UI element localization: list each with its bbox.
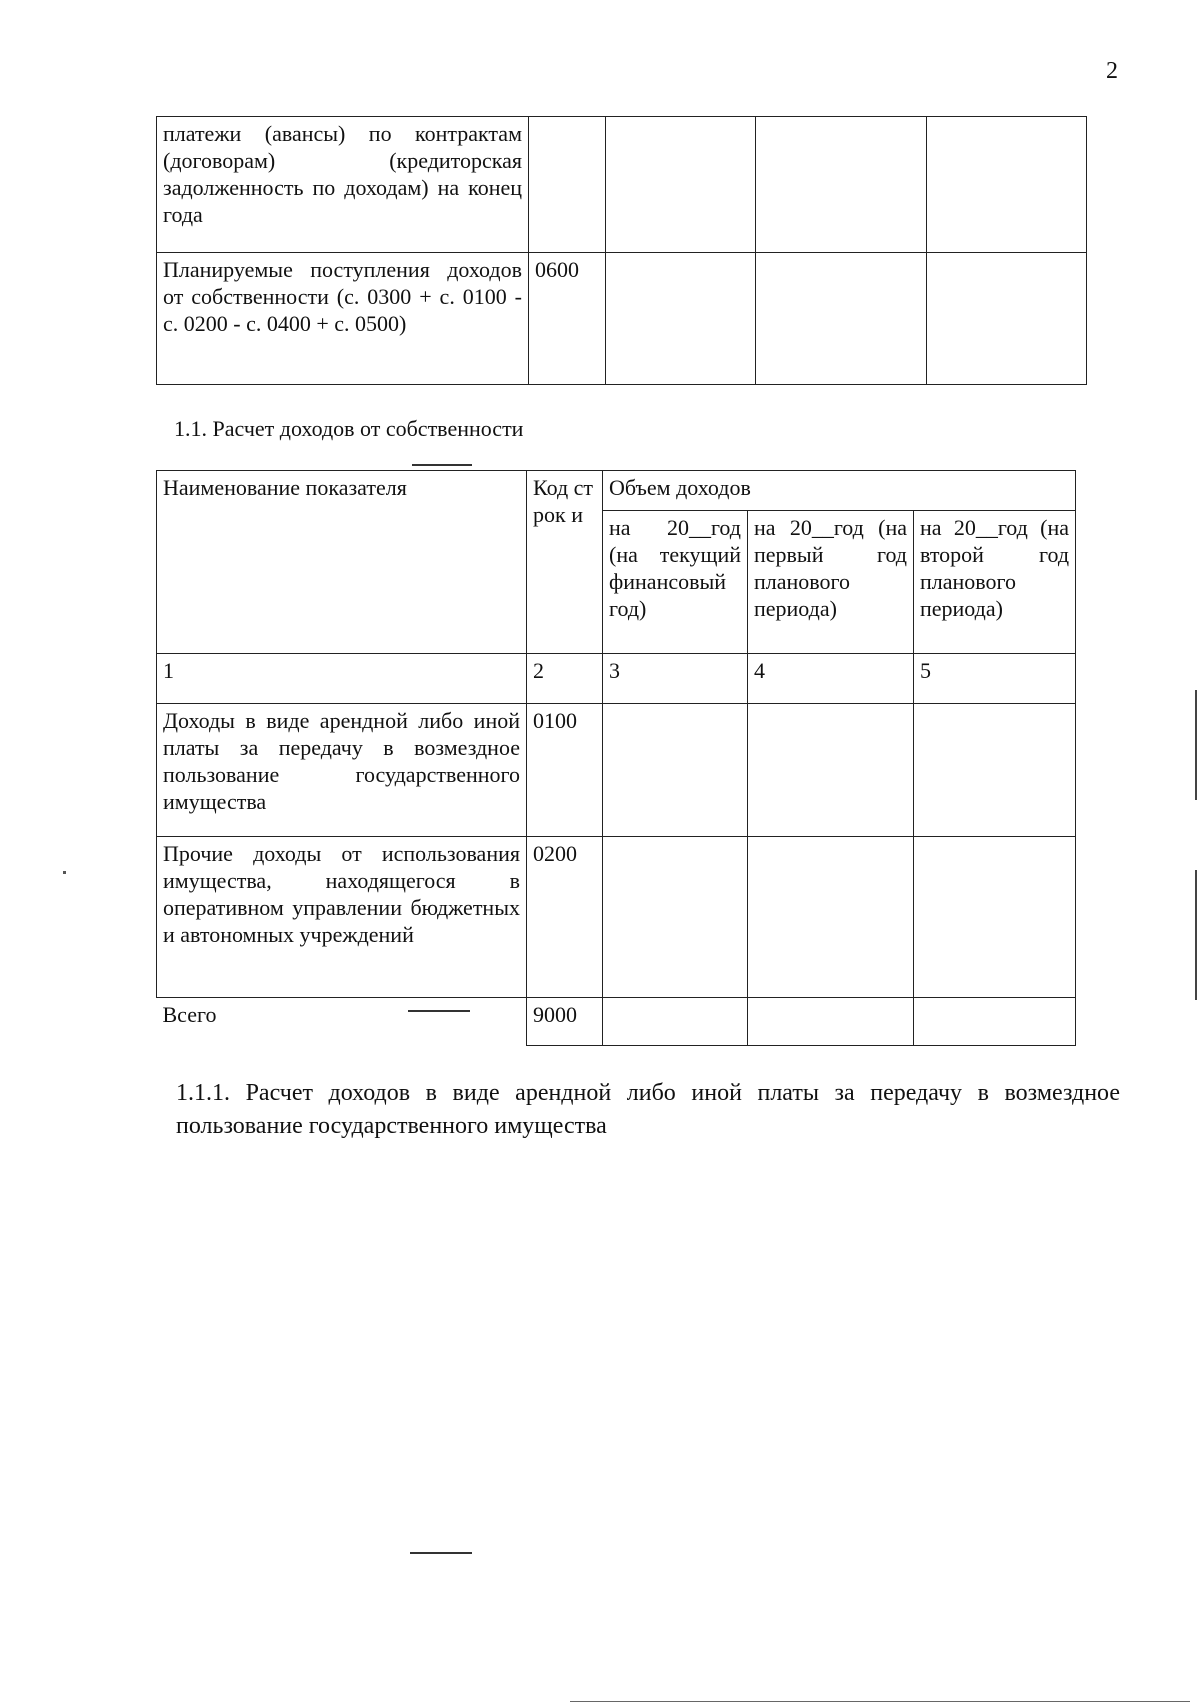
value-cell	[748, 837, 914, 998]
header-year-cell: на 20__год (на первый год планового периода)	[748, 511, 914, 654]
scan-mark	[63, 871, 66, 874]
column-number-row	[157, 654, 1076, 704]
total-label: Всего	[162, 1002, 217, 1027]
row-code-cell: 0200	[527, 837, 603, 998]
subsection-title: 1.1.1. Расчет доходов в виде арендной либо иной платы за передачу в возмездное пользование государственного имущества	[176, 1080, 1120, 1139]
value-cell	[914, 998, 1076, 1046]
row-code-cell: 0100	[527, 704, 603, 837]
value-cell	[756, 117, 927, 253]
row-code-cell: 0600	[529, 253, 606, 385]
table-row	[157, 704, 1076, 837]
table-row	[157, 253, 1087, 385]
scan-mark	[408, 1010, 470, 1012]
row-name-cell: платежи (авансы) по контрактам (договорам) (кредиторская задолженность по доходам) на конец года	[157, 117, 529, 253]
value-cell	[603, 998, 748, 1046]
header-year-cell: на 20__год (на второй год планового периода)	[914, 511, 1076, 654]
header-name-cell: Наименование показателя	[157, 471, 527, 654]
header-code-cell: Код строк и	[527, 471, 603, 654]
column-number: 5	[914, 654, 1076, 704]
column-number: 1	[157, 654, 527, 704]
value-cell	[914, 704, 1076, 837]
top-table	[156, 116, 1087, 385]
table-row	[157, 117, 1087, 253]
scan-mark	[410, 1552, 472, 1554]
income-table	[156, 470, 1076, 1046]
value-cell	[748, 704, 914, 837]
value-cell	[603, 837, 748, 998]
row-name-cell: Прочие доходы от использования имущества, находящегося в оперативном управлении бюджетных и автономных учреждений	[157, 837, 527, 998]
total-row	[157, 998, 1076, 1046]
header-volume-cell: Объем доходов	[603, 471, 1076, 511]
scan-mark	[412, 464, 472, 466]
value-cell	[748, 998, 914, 1046]
scan-mark	[1195, 690, 1197, 800]
row-name-cell: Планируемые поступления доходов от собственности (с. 0300 + с. 0100 - с. 0200 - с. 0400 + с. 0500)	[157, 253, 529, 385]
value-cell	[606, 253, 756, 385]
page-number: 2	[1106, 58, 1118, 84]
total-code: 9000	[527, 998, 603, 1046]
scan-mark	[570, 1701, 1190, 1702]
value-cell	[606, 117, 756, 253]
value-cell	[756, 253, 927, 385]
column-number: 3	[603, 654, 748, 704]
column-number: 4	[748, 654, 914, 704]
value-cell	[914, 837, 1076, 998]
section-title: 1.1. Расчет доходов от собственности	[174, 416, 524, 441]
row-name-cell: Доходы в виде арендной либо иной платы за передачу в возмездное пользование государственного имущества	[157, 704, 527, 837]
scan-mark	[1195, 870, 1197, 1000]
value-cell	[927, 117, 1087, 253]
value-cell	[927, 253, 1087, 385]
column-number: 2	[527, 654, 603, 704]
value-cell	[603, 704, 748, 837]
table-row	[157, 837, 1076, 998]
row-code-cell	[529, 117, 606, 253]
header-year-cell: на 20__год (на текущий финансовый год)	[603, 511, 748, 654]
header-row	[157, 471, 1076, 511]
